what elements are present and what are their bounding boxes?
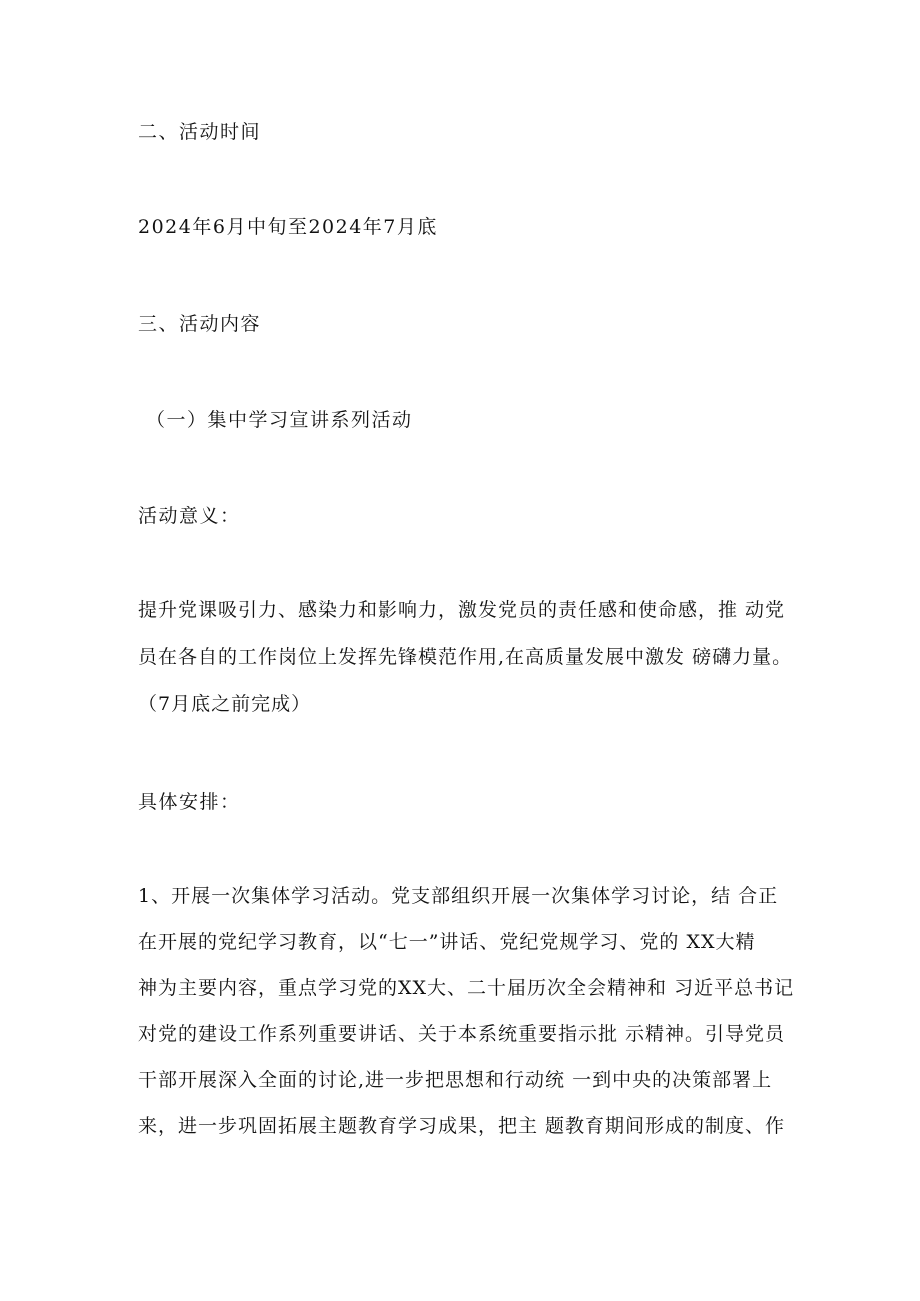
paragraph-line: 提升党课吸引力、感染力和影响力，激发党员的责任感和使命感，推 动党 [138, 599, 786, 621]
activity-meaning-paragraph [138, 598, 808, 739]
subsection-heading-study-series: （一）集中学习宣讲系列活动 [146, 409, 413, 431]
paragraph-line: （7月底之前完成） [138, 693, 312, 715]
paragraph-line: 干部开展深入全面的讨论,进一步把思想和行动统 一到中央的决策部署上 [138, 1069, 773, 1091]
paragraph-line: 神为主要内容，重点学习党的XX大、二十届历次全会精神和 习近平总书记 [138, 977, 795, 999]
paragraph-line: 在开展的党纪学习教育，以“七一”讲话、党纪党规学习、党的 XX大精 [138, 931, 756, 953]
activity-meaning-label: 活动意义： [138, 505, 241, 527]
paragraph-line: 来，进一步巩固拓展主题教育学习成果，把主 题教育期间形成的制度、作 [138, 1115, 786, 1137]
section-heading-activity-time: 二、活动时间 [138, 121, 262, 143]
activity-time-value: 2024年6月中旬至2024年7月底 [138, 216, 438, 238]
item-1-paragraph [138, 884, 808, 1160]
paragraph-line: 对党的建设工作系列重要讲话、关于本系统重要指示批 示精神。引导党员 [138, 1023, 786, 1045]
section-heading-activity-content: 三、活动内容 [138, 313, 262, 335]
arrangement-label: 具体安排： [138, 791, 241, 813]
paragraph-line: 1、开展一次集体学习活动。党支部组织开展一次集体学习讨论，结 合正 [138, 885, 779, 907]
paragraph-line: 员在各自的工作岗位上发挥先锋模范作用,在高质量发展中激发 磅礴力量。 [138, 646, 793, 668]
